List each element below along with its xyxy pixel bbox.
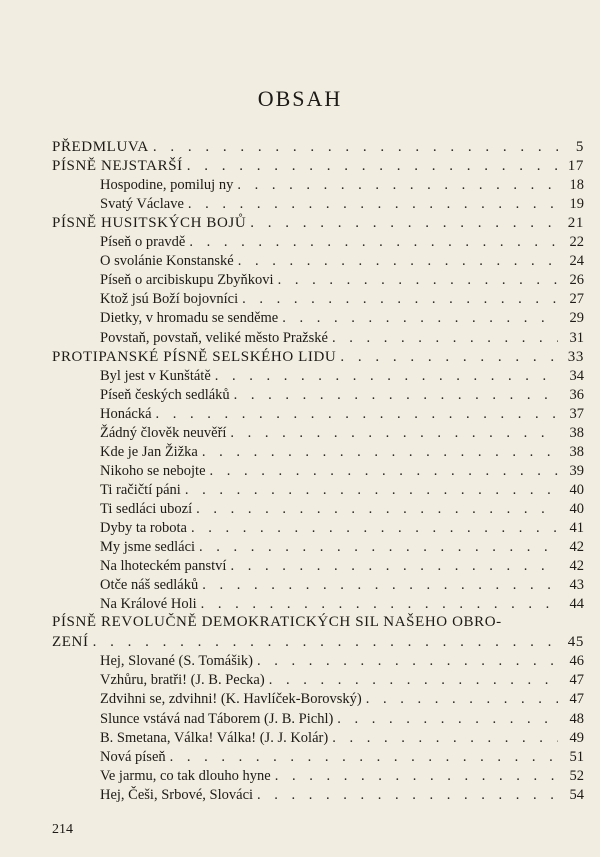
toc-item: [100, 595, 584, 614]
dot-leader: [250, 214, 558, 233]
dot-leader: [230, 557, 558, 576]
toc-page-number: 37: [569, 405, 584, 422]
toc-item: [100, 710, 584, 729]
toc-page-number: 24: [569, 253, 584, 270]
toc-page-number: 18: [569, 177, 584, 194]
toc-page-number: 39: [569, 462, 584, 479]
dot-leader: [210, 462, 558, 481]
dot-leader: [337, 710, 558, 729]
toc-page-number: 38: [569, 443, 584, 460]
dot-leader: [156, 405, 558, 424]
dot-leader: [282, 309, 558, 328]
toc-item: [100, 176, 584, 195]
toc-page-number: 17: [567, 158, 584, 175]
toc-page-number: 26: [569, 272, 584, 289]
toc-item-label: Nikoho se nebojte: [100, 462, 206, 479]
dot-leader: [196, 500, 558, 519]
toc-section: [52, 348, 584, 367]
dot-leader: [153, 138, 558, 157]
toc-item-label: Hospodine, pomiluj ny: [100, 177, 234, 194]
toc-page-number: 47: [569, 691, 584, 708]
toc-page-number: 49: [569, 729, 584, 746]
toc-page-number: 22: [569, 234, 584, 251]
toc-item-label: Povstaň, povstaň, veliké město Pražské: [100, 329, 328, 346]
toc-item: [100, 748, 584, 767]
toc-section-label: PÍSNĚ NEJSTARŠÍ: [52, 158, 183, 175]
dot-leader: [257, 786, 558, 805]
toc-item-label: Žádný člověk neuvěří: [100, 424, 227, 441]
dot-leader: [185, 481, 558, 500]
toc-item: [100, 786, 584, 805]
dot-leader: [332, 729, 558, 748]
dot-leader: [187, 157, 558, 176]
dot-leader: [191, 519, 558, 538]
dot-leader: [188, 195, 558, 214]
toc-item: [100, 690, 584, 709]
toc-section: [52, 214, 584, 233]
toc-item-label: Zdvihni se, zdvihni! (K. Havlíček-Borovský): [100, 691, 362, 708]
toc-item: [100, 271, 584, 290]
toc-item-label: Na Králové Holi: [100, 596, 197, 613]
toc-item: [100, 252, 584, 271]
dot-leader: [237, 176, 558, 195]
toc-item: [100, 405, 584, 424]
toc-item: [100, 462, 584, 481]
toc-page-number: 33: [567, 348, 584, 365]
toc-item: [100, 576, 584, 595]
toc-page-number: 52: [569, 767, 584, 784]
dot-leader: [269, 671, 558, 690]
toc-item: [100, 195, 584, 214]
toc-page-number: 42: [569, 539, 584, 556]
dot-leader: [202, 576, 558, 595]
dot-leader: [199, 538, 558, 557]
toc-page-number: 51: [569, 748, 584, 765]
dot-leader: [170, 748, 558, 767]
toc-item-label: B. Smetana, Válka! Válka! (J. J. Kolár): [100, 729, 329, 746]
toc-item: [100, 233, 584, 252]
toc-item-label: O svolánie Konstanské: [100, 253, 234, 270]
toc-item: [100, 424, 584, 443]
dot-leader: [234, 386, 558, 405]
dot-leader: [202, 443, 558, 462]
toc-section: [52, 138, 584, 157]
toc-page-number: 36: [569, 386, 584, 403]
toc-item: [100, 671, 584, 690]
toc-section-label: PROTIPANSKÉ PÍSNĚ SELSKÉHO LIDU: [52, 348, 337, 365]
toc-item: [100, 309, 584, 328]
toc-item-label: Vzhůru, bratři! (J. B. Pecka): [100, 672, 265, 689]
toc-page-number: 47: [569, 672, 584, 689]
toc-item: [100, 500, 584, 519]
toc-page-number: 38: [569, 424, 584, 441]
toc-page-number: 19: [569, 196, 584, 213]
toc-section-label: ZENÍ: [52, 634, 89, 651]
toc-item-label: Ve jarmu, co tak dlouho hyne: [100, 767, 271, 784]
toc-page-number: 44: [569, 596, 584, 613]
toc-section: [52, 633, 584, 652]
toc-section-label: PŘEDMLUVA: [52, 139, 149, 155]
toc-page-number: 40: [569, 500, 584, 517]
toc-item: [100, 729, 584, 748]
toc-section-heading: PÍSNĚ REVOLUČNĚ DEMOKRATICKÝCH SIL NAŠEHO OBRO-: [52, 614, 502, 631]
toc-page-number: 42: [569, 558, 584, 575]
toc-item: [100, 557, 584, 576]
toc-item-label: Ti račičtí páni: [100, 481, 181, 498]
toc-item-label: Dietky, v hromadu se senděme: [100, 310, 279, 327]
dot-leader: [275, 767, 558, 786]
toc-section: [52, 157, 584, 176]
page-title: OBSAH: [257, 86, 343, 111]
dot-leader: [257, 652, 558, 671]
toc-item: [100, 386, 584, 405]
toc-item-label: Slunce vstává nad Táborem (J. B. Pichl): [100, 710, 334, 727]
dot-leader: [189, 233, 558, 252]
dot-leader: [215, 367, 558, 386]
dot-leader: [242, 290, 558, 309]
toc-page-number: 29: [569, 310, 584, 327]
toc-item: [100, 652, 584, 671]
toc-item: [100, 538, 584, 557]
page-number: 214: [52, 822, 73, 837]
dot-leader: [238, 252, 558, 271]
toc-item-label: Dyby ta robota: [100, 520, 187, 536]
toc-item-label: Píseň českých sedláků: [100, 386, 230, 403]
toc-item-label: Svatý Václave: [100, 196, 184, 213]
dot-leader: [201, 595, 558, 614]
toc-item-label: Ti sedláci ubozí: [100, 500, 193, 517]
toc-item-label: Píseň o pravdě: [100, 234, 186, 251]
toc-item-label: Nová píseň: [100, 748, 166, 765]
toc-item: [100, 290, 584, 309]
toc-item-label: Hej, Češi, Srbové, Slováci: [100, 786, 254, 803]
toc-item-label: Na lhoteckém panství: [100, 558, 227, 575]
toc-item-label: Píseň o arcibiskupu Zbyňkovi: [100, 272, 274, 289]
toc-page-number: 45: [567, 634, 584, 651]
toc-item-label: Otče náš sedláků: [100, 577, 199, 594]
toc-item: [100, 481, 584, 500]
toc-item-label: My jsme sedláci: [100, 539, 196, 556]
toc-page-number: 21: [567, 215, 584, 232]
dot-leader: [93, 633, 558, 652]
toc-page-number: 41: [569, 520, 584, 536]
toc-page-number: 27: [569, 291, 584, 308]
toc-item-label: Honácká: [100, 405, 152, 422]
dot-leader: [230, 424, 558, 443]
toc-item-label: Byl jest v Kunštátě: [100, 367, 211, 384]
toc-item-label: Hej, Slované (S. Tomášik): [100, 653, 253, 670]
toc-item-label: Kde je Jan Žižka: [100, 443, 198, 460]
toc-item: [100, 329, 584, 348]
dot-leader: [278, 271, 558, 290]
toc-item-label: Ktož jsú Boží bojovníci: [100, 291, 239, 308]
toc-page-number: 34: [569, 367, 584, 384]
toc-page-number: 5: [575, 139, 584, 155]
toc-page-number: 48: [569, 710, 584, 727]
toc-page-number: 31: [569, 329, 584, 346]
dot-leader: [366, 690, 558, 709]
toc-page-number: 40: [569, 481, 584, 498]
toc-item: [100, 443, 584, 462]
toc-item: [100, 367, 584, 386]
toc-page-number: 46: [569, 653, 584, 670]
dot-leader: [332, 329, 558, 348]
toc-item: [100, 519, 584, 538]
toc-page-number: 43: [569, 577, 584, 594]
toc-item: [100, 767, 584, 786]
toc-section-label: PÍSNĚ HUSITSKÝCH BOJŮ: [52, 215, 247, 232]
toc-page-number: 54: [569, 786, 584, 803]
dot-leader: [340, 348, 558, 367]
